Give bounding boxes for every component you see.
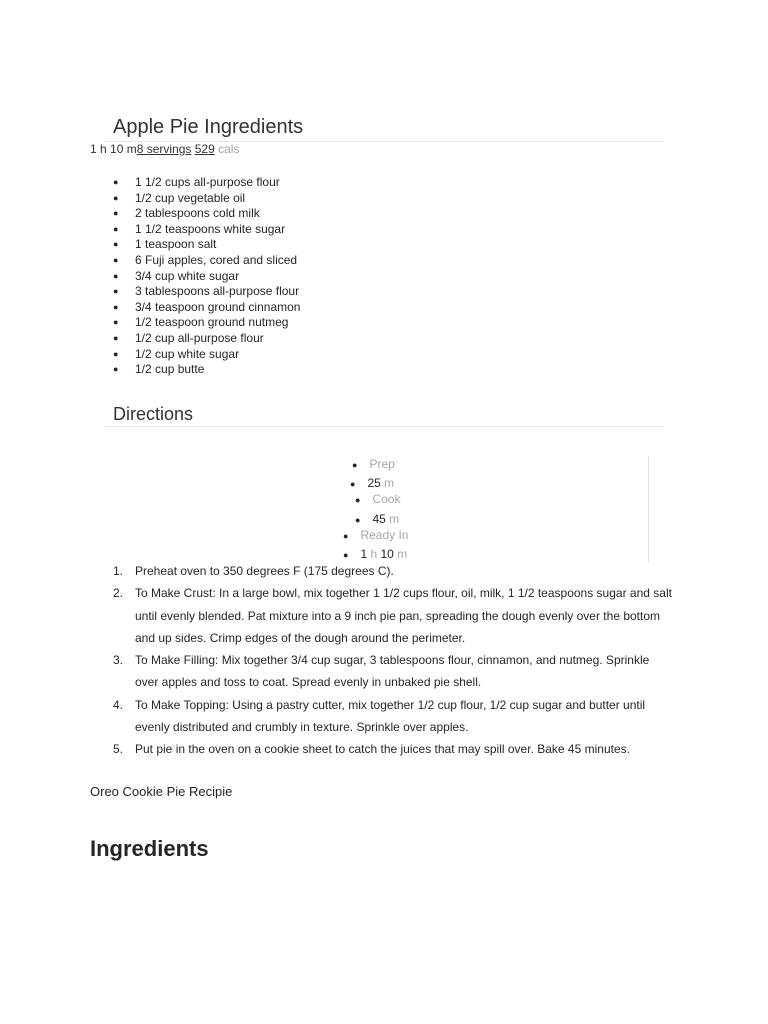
directions-divider [104,426,664,427]
prep-label-row [352,457,395,471]
list-item: ● 1/2 cup white sugar [113,347,300,363]
list-item: ● 3 tablespoons all-purpose flour [113,284,300,300]
list-item: ● 1 teaspoon salt [113,237,300,253]
list-item: ● 3/4 cup white sugar [113,269,300,285]
cook-label-row [355,492,400,506]
ready-minutes-unit: m [397,547,408,561]
servings-link[interactable]: 8 servings [136,142,192,156]
directions-steps [113,560,673,761]
ready-label: Ready In [360,528,409,542]
cook-value-row [355,512,399,526]
step-number: 5. [113,742,124,757]
step-text: Put pie in the oven on a cookie sheet to catch the juices that may spill over. Bake 45 minutes. [135,742,630,757]
prep-value: 25 [367,476,381,490]
bullet: ● [352,460,358,470]
ingredient-list [113,175,300,378]
calories-value[interactable]: 529 [194,142,215,156]
list-item: ● 1/2 cup all-purpose flour [113,331,300,347]
ready-hours-unit: h [370,547,378,561]
list-item [113,694,673,739]
bullet: ● [343,531,349,541]
cook-label: Cook [372,492,401,506]
list-item: ● 6 Fuji apples, cored and sliced [113,253,300,269]
cook-unit: m [389,512,400,526]
step-text: Preheat oven to 350 degrees F (175 degrees C). [135,564,394,578]
ready-minutes: 10 [380,547,394,561]
list-item: ● 1/2 cup vegetable oil [113,191,300,207]
step-text: To Make Crust: In a large bowl, mix together 1 1/2 cups flour, oil, milk, 1 1/2 teaspoons sugar and salt until evenly blended. Pat mixture into a 9 inch pie pan, spreading the dough evenly over the bottom and up sides. Crimp edges of the dough around the perimeter. [135,586,672,645]
ready-hours: 1 [360,547,368,561]
list-item: ● 2 tablespoons cold milk [113,206,300,222]
list-item: ● 1 1/2 teaspoons white sugar [113,222,300,238]
recipe-meta [90,142,239,156]
list-item: ● 1/2 cup butte [113,362,300,378]
ingredients-heading: Ingredients [90,836,209,861]
bullet: ● [343,550,349,560]
bullet: ● [355,495,361,505]
times-column-border [648,456,649,562]
list-item [113,582,673,649]
list-item: ● 1 1/2 cups all-purpose flour [113,175,300,191]
step-number: 2. [113,586,124,601]
cook-value: 45 [372,512,386,526]
prep-unit: m [384,476,395,490]
list-item [113,738,673,760]
calories-unit: cals [218,142,240,156]
directions-heading: Directions [113,404,194,424]
apple-pie-title: Apple Pie Ingredients [113,116,304,138]
step-text: To Make Topping: Using a pastry cutter, mix together 1/2 cup flour, 1/2 cup sugar and butter until evenly distributed and crumbly in texture. Sprinkle over apples. [135,697,646,735]
step-text: To Make Filling: Mix together 3/4 cup sugar, 3 tablespoons flour, cinnamon, and nutmeg. Sprinkle over apples and toss to coat. Spread evenly in unbaked pie shell. [135,653,650,690]
total-time: 1 h 10 m [90,142,137,156]
step-number: 4. [113,697,124,712]
ready-value-row [343,547,407,561]
list-item: ● 3/4 teaspoon ground cinnamon [113,300,300,316]
bullet: ● [350,479,356,489]
prep-value-row [350,476,394,490]
bullet: ● [355,515,361,525]
list-item: ● 1/2 teaspoon ground nutmeg [113,315,300,331]
step-number: 3. [113,653,124,668]
prep-label: Prep [369,457,395,471]
oreo-recipe-title: Oreo Cookie Pie Recipie [90,784,233,799]
ready-label-row [343,528,408,542]
step-number: 1. [113,564,124,578]
list-item [113,649,673,694]
list-item [113,560,673,582]
